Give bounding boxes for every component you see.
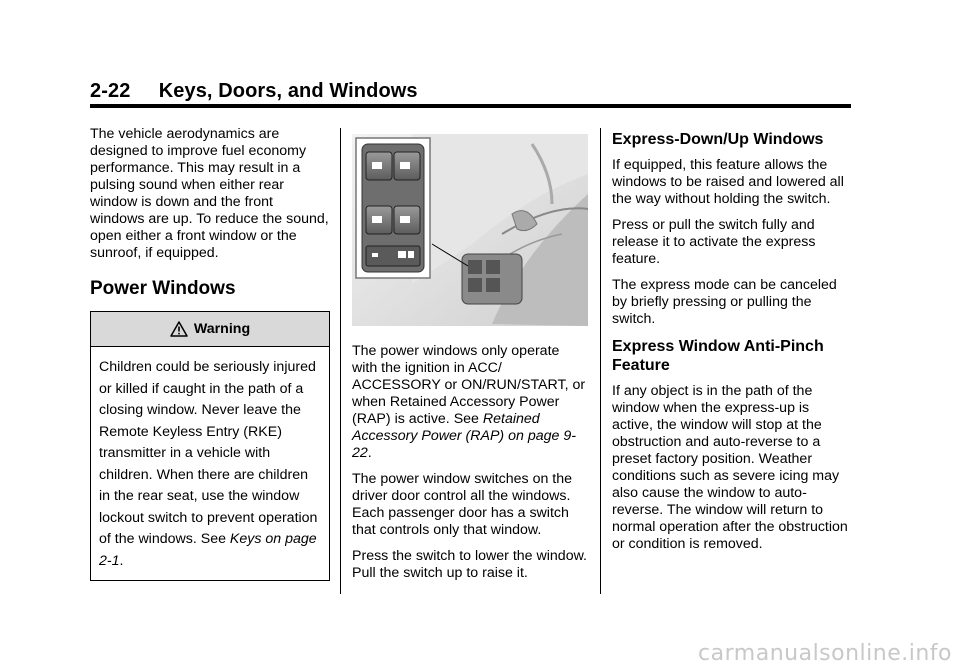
watermark: carmanualsonline.info [698,641,952,666]
paragraph-activate-express: Press or pull the switch fully and release it to activate the express feature. [612,217,816,267]
paragraph-operation-text: The power windows only operate with the ignition in ACC/ ACCESSORY or ON/RUN/START, or when Retained Accessory Power (RAP) is active. See [352,343,586,427]
warning-text: Children could be seriously injured or killed if caught in the path of a closing window. Never leave the Remote Keyless Entry (RKE) transmitter in a vehicle with children. When there are children in the rear seat, use the window lockout switch to prevent operation of the windows. See [99,359,318,547]
warning-header [91,312,329,347]
paragraph-driver-switches: The power window switches on the driver door control all the windows. Each passenger door has a switch that controls only that window. [352,471,573,538]
paragraph-cancel-express: The express mode can be canceled by briefly pressing or pulling the switch. [612,277,837,327]
window-switch-illustration [352,134,588,326]
section-title-power-windows: Power Windows [90,278,236,299]
page-header [90,80,850,103]
column-2 [352,130,588,591]
warning-icon [170,321,188,337]
paragraph-express-feature: If equipped, this feature allows the windows to be raised and lowered all the way without holding the switch. [612,157,844,207]
warning-title: Warning [193,320,251,337]
header-rule [90,104,851,108]
heading-express-down-up: Express-Down/Up Windows [612,131,824,148]
intro-paragraph: The vehicle aerodynamics are designed to improve fuel economy performance. This may result in a pulsing sound when either rear window is down and the front windows are up. To reduce the sound, open either a front window or the sunroof, if equipped. [90,126,329,261]
paragraph-operation [352,343,588,462]
warning-body [91,347,329,580]
paragraph-anti-pinch: If any object is in the path of the window when the express-up is active, the window will stop at the obstruction and auto-reverse to a preset factory position. Weather conditions such as severe icing may also cause the window to auto-reverse. The window will return to normal operation after the obstruction or condition is removed. [612,383,848,552]
page-title: 2-22 Keys, Doors, and Windows [90,80,418,102]
column-1 [90,126,330,581]
warning-box [90,311,330,581]
column-3 [612,126,854,562]
rap-link[interactable]: Retained Accessory Power (RAP) on page 9-22 [352,411,576,461]
column-divider-1 [340,128,341,594]
paragraph-press-switch: Press the switch to lower the window. Pull the switch up to raise it. [352,548,587,581]
warning-end: . [119,552,124,569]
column-divider-2 [600,128,601,594]
warning-link[interactable]: Keys on page 2-1 [99,531,317,569]
heading-anti-pinch: Express Window Anti-Pinch Feature [612,338,824,374]
paragraph-operation-end: . [367,445,372,461]
